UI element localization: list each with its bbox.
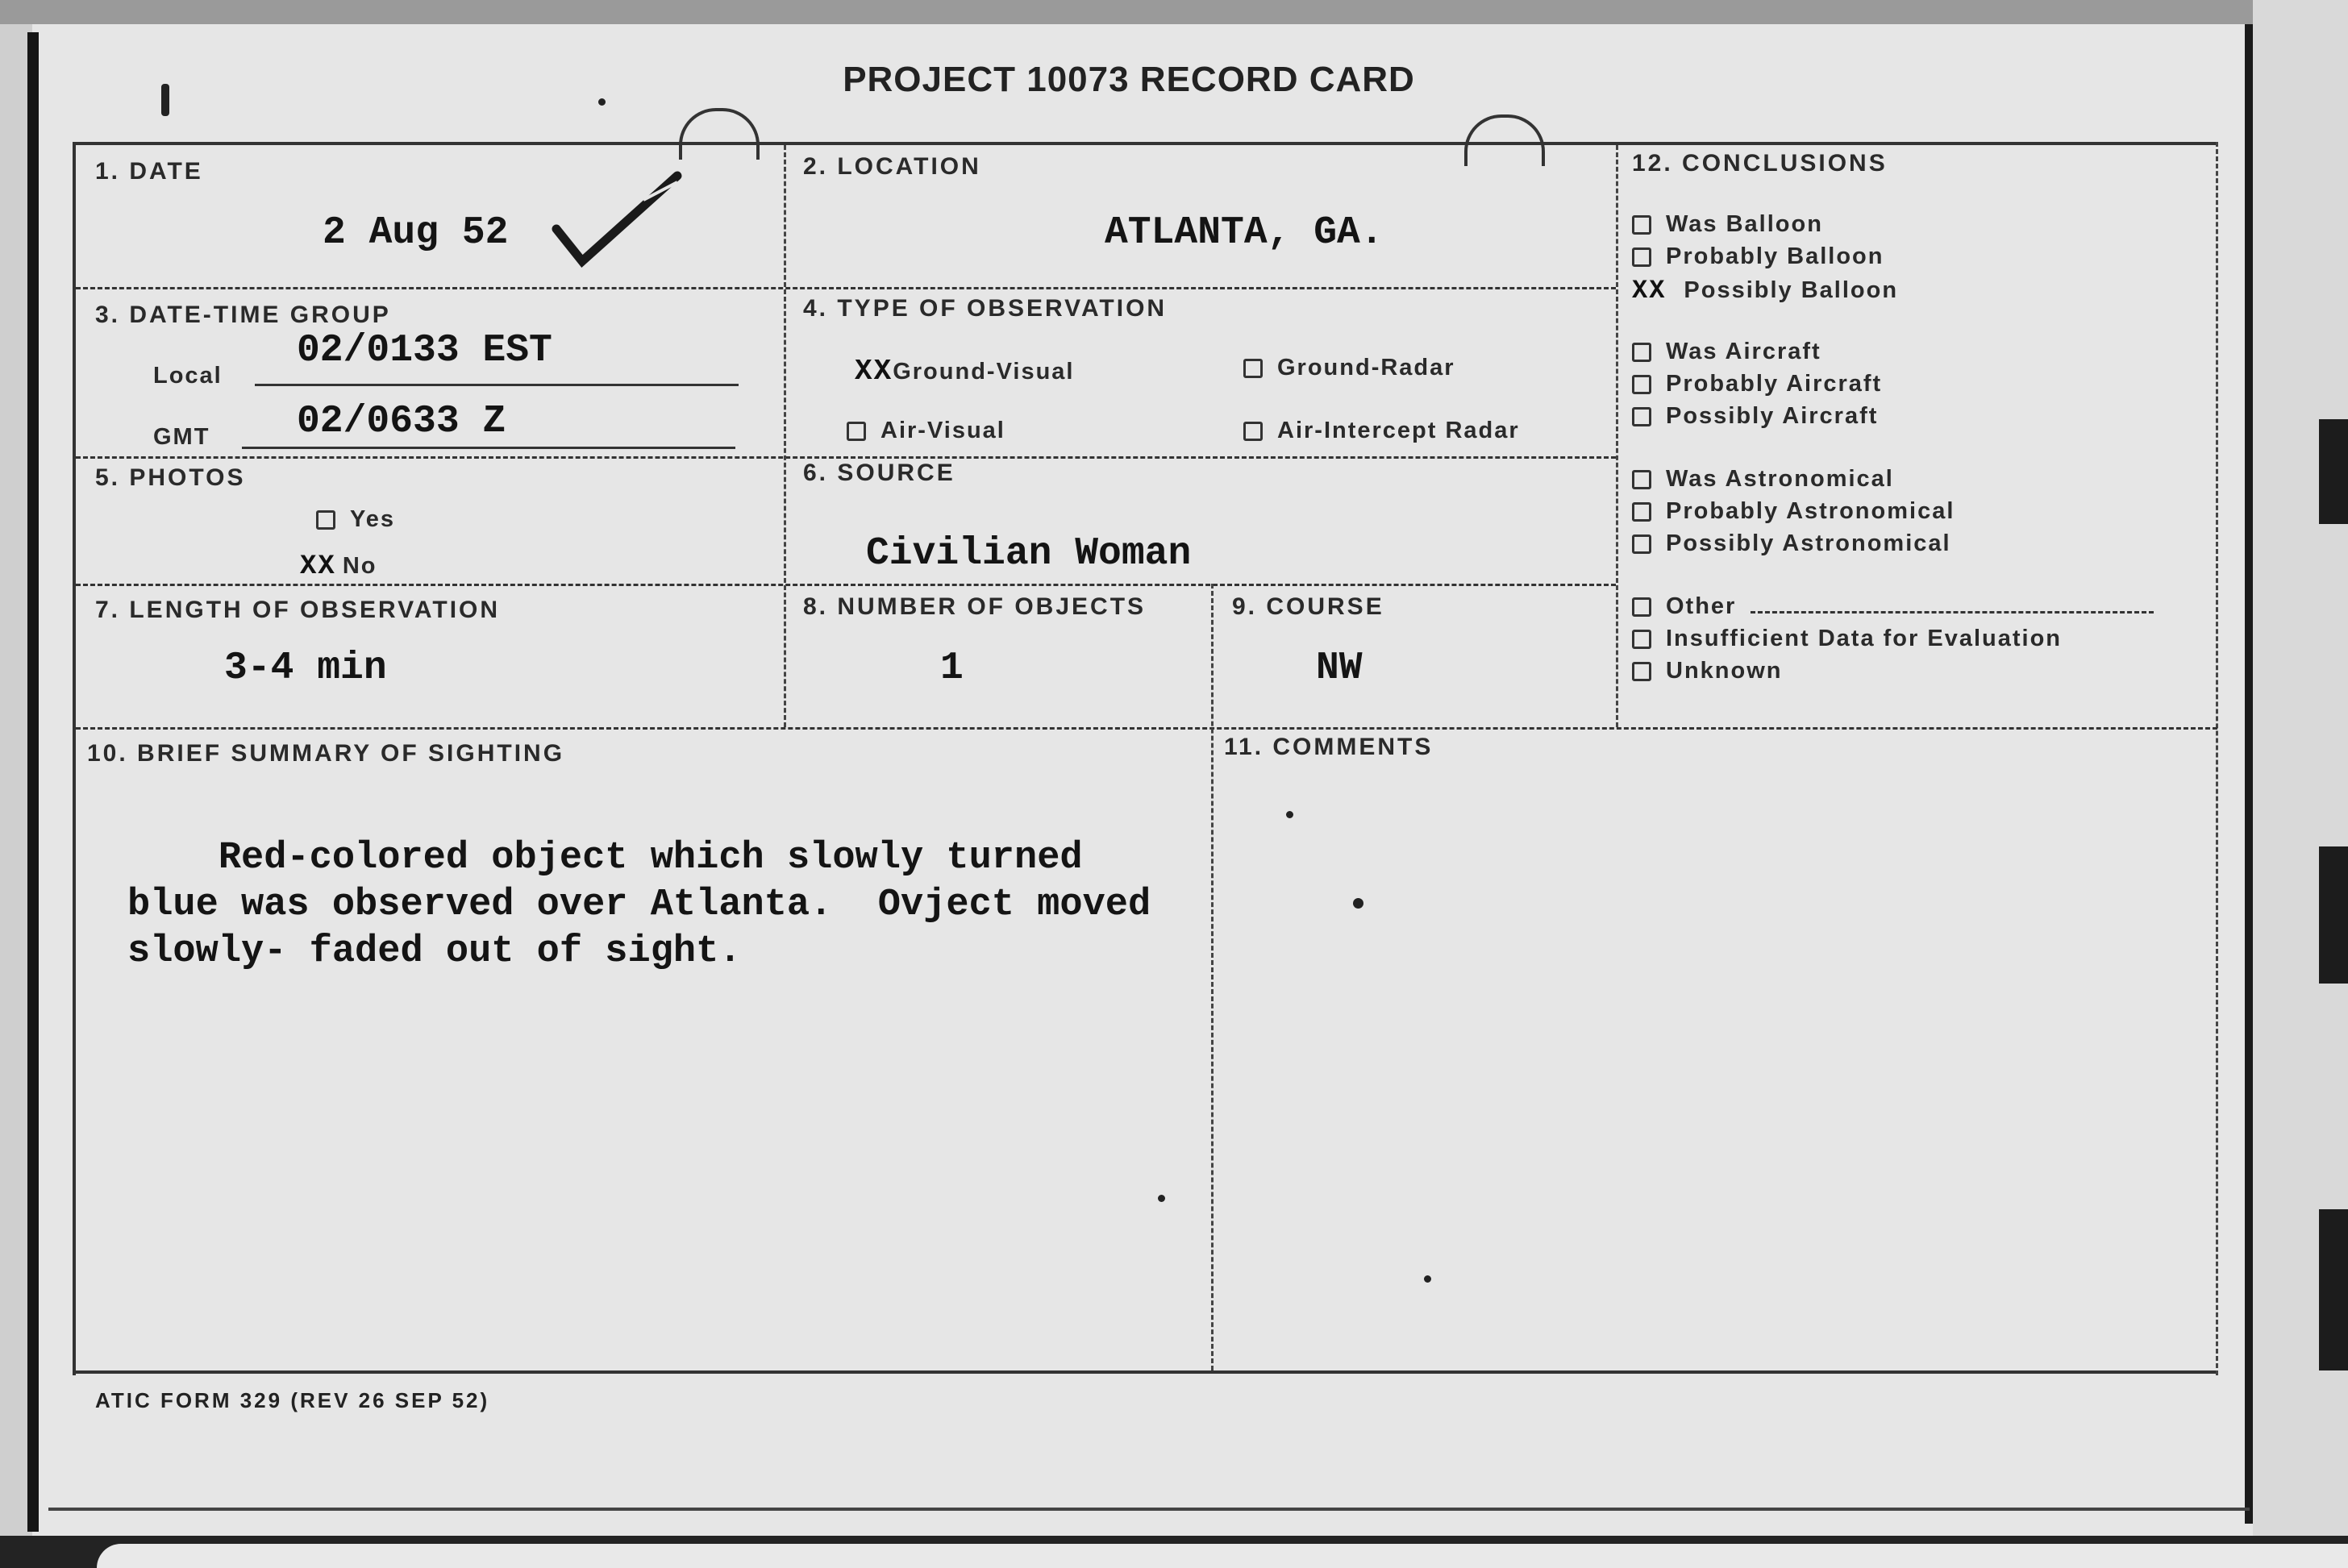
other-fill-line (1751, 611, 2154, 613)
speck (1158, 1195, 1165, 1202)
air-intercept-option (1243, 418, 1520, 444)
conclusion-text: Was Aircraft (1666, 339, 1821, 364)
conclusion-option (1632, 243, 1884, 270)
top-shadow (0, 0, 2348, 24)
conclusion-checkbox (1632, 534, 1651, 554)
conclusion-option (1632, 339, 1821, 365)
conclusion-checkbox (1632, 597, 1651, 617)
conclusion-checkbox (1632, 502, 1651, 522)
location-value: ATLANTA, GA. (1105, 211, 1384, 255)
rule-left (73, 142, 76, 1375)
rule-row3 (76, 584, 1616, 586)
conclusion-text: Possibly Balloon (1684, 277, 1899, 303)
scan-artifact (2319, 419, 2348, 524)
conclusion-checkbox (1632, 375, 1651, 394)
conclusion-option (1632, 371, 1882, 397)
ground-visual-text: Ground-Visual (893, 359, 1075, 385)
location-label: 2. LOCATION (803, 153, 981, 180)
rule-bottom (73, 1370, 2217, 1374)
conclusion-option (1632, 276, 1898, 306)
rule-right (2216, 142, 2218, 1375)
air-visual-checkbox (847, 422, 866, 441)
rule-col1 (784, 145, 786, 727)
conclusion-option (1632, 530, 1951, 557)
air-visual-option (847, 418, 1005, 444)
ground-radar-checkbox (1243, 359, 1263, 378)
conclusion-option (1632, 211, 1823, 238)
course-value: NW (1316, 647, 1363, 690)
conclusion-checkbox (1632, 407, 1651, 426)
date-label: 1. DATE (95, 158, 203, 185)
source-label: 6. SOURCE (803, 460, 955, 486)
conclusion-checkbox (1632, 630, 1651, 649)
rule-row4 (76, 727, 2217, 730)
air-intercept-checkbox (1243, 422, 1263, 441)
conclusion-text: Probably Aircraft (1666, 371, 1883, 397)
speck (1353, 898, 1363, 909)
conclusion-text: Possibly Astronomical (1666, 530, 1951, 556)
photos-no-mark: XX (300, 551, 336, 582)
next-card-edge (97, 1544, 2348, 1568)
check-mark (548, 166, 685, 271)
conclusion-text: Was Balloon (1666, 211, 1823, 237)
number-of-objects-label: 8. NUMBER OF OBJECTS (803, 593, 1147, 620)
conclusion-option (1632, 593, 2154, 620)
photos-label: 5. PHOTOS (95, 464, 246, 491)
rule-row2 (76, 456, 1616, 459)
photos-yes-checkbox (316, 510, 335, 530)
conclusion-option (1632, 403, 1878, 430)
conclusion-text: Probably Balloon (1666, 243, 1884, 269)
conclusion-checkbox (1632, 215, 1651, 235)
photos-no-text: No (342, 553, 377, 579)
rule-col2 (1211, 584, 1214, 1370)
air-visual-text: Air-Visual (880, 418, 1005, 443)
local-value: 02/0133 EST (297, 329, 552, 372)
scan-artifact (2319, 846, 2348, 984)
summary-text: Red-colored object which slowly turned blue was observed over Atlanta. Ovject moved slowly- faded out of sight. (127, 837, 1151, 973)
conclusion-checkbox (1632, 662, 1651, 681)
speck (1424, 1275, 1431, 1283)
conclusion-mark: XX (1632, 276, 1667, 306)
conclusion-option (1632, 466, 1894, 493)
type-of-observation-label: 4. TYPE OF OBSERVATION (803, 295, 1168, 322)
conclusion-text: Unknown (1666, 658, 1783, 684)
conclusion-text: Was Astronomical (1666, 466, 1894, 492)
card-bottom-rule (48, 1508, 2250, 1511)
date-value: 2 Aug 52 (323, 211, 509, 255)
speck (161, 84, 169, 116)
summary-label: 10. BRIEF SUMMARY OF SIGHTING (87, 740, 565, 767)
ground-visual-option (855, 355, 1074, 388)
air-intercept-text: Air-Intercept Radar (1277, 418, 1520, 443)
length-label: 7. LENGTH OF OBSERVATION (95, 597, 501, 623)
local-underline (255, 384, 739, 386)
rule-top (73, 142, 2217, 145)
comments-label: 11. COMMENTS (1224, 734, 1434, 760)
left-card-edge (27, 32, 39, 1532)
ground-visual-mark: XX (855, 355, 893, 388)
scan-artifact (2319, 1209, 2348, 1370)
right-card-edge (2245, 24, 2253, 1524)
local-label: Local (153, 363, 223, 389)
conclusion-text: Other (1666, 593, 1737, 619)
conclusion-option (1632, 658, 1783, 684)
gmt-label: GMT (153, 424, 210, 450)
conclusion-option (1632, 626, 2062, 652)
speck (598, 98, 606, 106)
conclusions-label: 12. CONCLUSIONS (1632, 150, 1888, 177)
ground-radar-text: Ground-Radar (1277, 355, 1455, 381)
photos-yes-option (316, 506, 395, 533)
conclusion-option (1632, 498, 1955, 525)
photos-no-option (300, 551, 377, 582)
date-time-group-label: 3. DATE-TIME GROUP (95, 302, 391, 328)
rule-col3 (1616, 145, 1618, 727)
number-of-objects-value: 1 (940, 647, 964, 690)
conclusion-checkbox (1632, 470, 1651, 489)
course-label: 9. COURSE (1232, 593, 1384, 620)
rule-row1 (76, 287, 1616, 289)
conclusion-text: Insufficient Data for Evaluation (1666, 626, 2062, 651)
conclusion-text: Probably Astronomical (1666, 498, 1955, 524)
source-value: Civilian Woman (866, 532, 1192, 576)
conclusion-checkbox (1632, 343, 1651, 362)
form-number: ATIC FORM 329 (REV 26 SEP 52) (95, 1388, 490, 1412)
gmt-underline (242, 447, 735, 449)
photos-yes-text: Yes (350, 506, 395, 532)
speck (1286, 811, 1293, 818)
conclusion-checkbox (1632, 247, 1651, 267)
length-value: 3-4 min (224, 647, 387, 690)
ground-radar-option (1243, 355, 1455, 381)
conclusion-text: Possibly Aircraft (1666, 403, 1879, 429)
card-title: PROJECT 10073 RECORD CARD (843, 60, 1415, 99)
gmt-value: 02/0633 Z (297, 400, 506, 443)
